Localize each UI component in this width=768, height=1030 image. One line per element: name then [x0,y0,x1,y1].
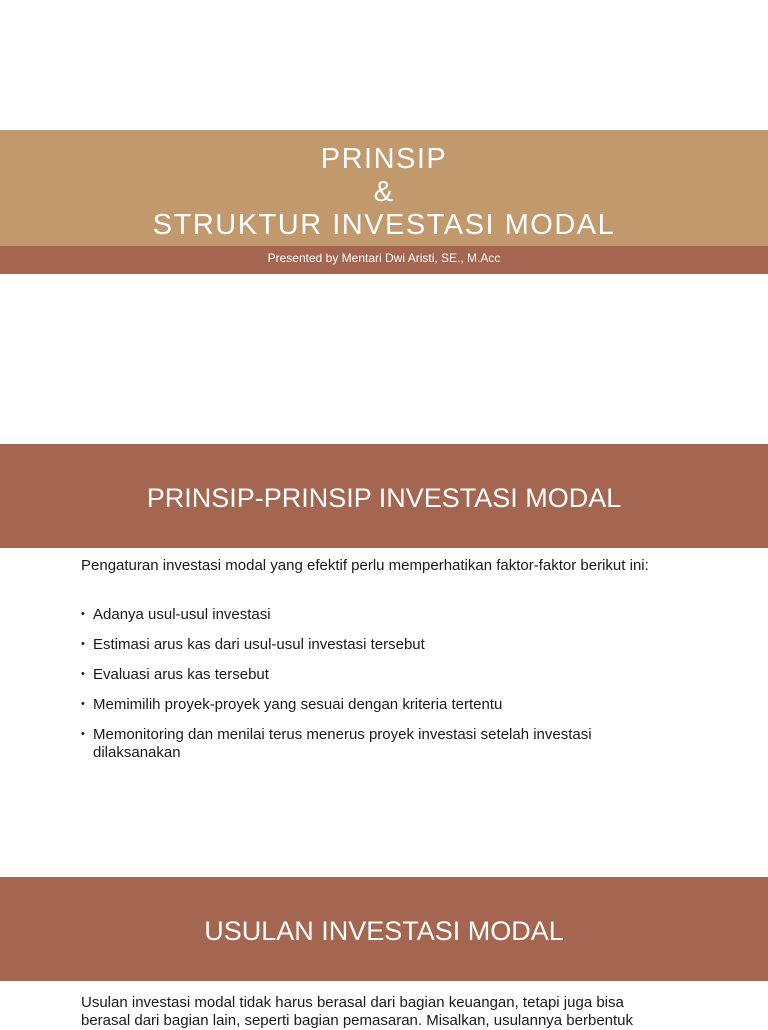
list-item [81,606,681,624]
bullet-icon: • [81,608,85,620]
list-item [81,726,681,762]
list-item [81,696,681,714]
bullet-icon: • [81,668,85,680]
bullet-icon: • [81,728,85,740]
bullet-text: Memimilih proyek-proyek yang sesuai dengan kriteria tertentu [93,696,503,713]
title-line-1: PRINSIP [320,143,448,175]
slide3-title: USULAN INVESTASI MODAL [204,916,564,946]
list-item [81,636,681,654]
title-line-3: STRUKTUR INVESTASI MODAL [152,209,616,241]
bullet-text: Evaluasi arus kas tersebut [93,666,269,683]
slide3-text-line-1: Usulan investasi modal tidak harus berasal dari bagian keuangan, tetapi juga bisa [81,994,624,1011]
title-line-2: & [373,176,395,208]
bullet-text: Memonitoring dan menilai terus menerus proyek investasi setelah investasi dilaksanakan [93,726,592,761]
slide3-text-line-2: berasal dari bagian lain, seperti bagian pemasaran. Misalkan, usulannya berbentuk [81,1012,634,1029]
slide2-intro-text: Pengaturan investasi modal yang efektif perlu memperhatikan faktor-faktor berikut ini: [81,557,649,574]
bullet-text: Adanya usul-usul investasi [93,606,271,623]
bullet-text: Estimasi arus kas dari usul-usul investasi tersebut [93,636,425,653]
bullet-icon: • [81,638,85,650]
title-slide-title [0,143,768,242]
slide3-body-text [81,994,681,1030]
list-item [81,666,681,684]
slide2-title: PRINSIP-PRINSIP INVESTASI MODAL [146,483,622,513]
slide2-bullet-list [81,606,681,774]
bullet-icon: • [81,698,85,710]
presenter-subtitle: Presented by Mentari Dwi Aristi, SE., M.Acc [267,251,501,265]
